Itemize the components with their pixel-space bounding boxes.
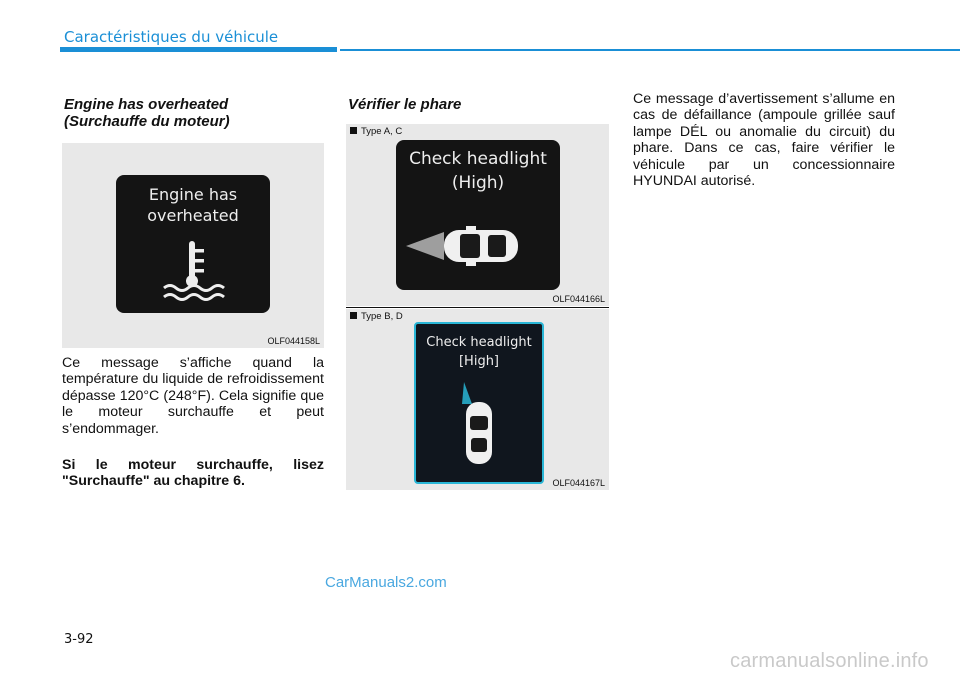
type-label-ac — [350, 126, 402, 137]
check-headlight-bd-screen-line1: Check headlight — [426, 335, 532, 350]
car-headlight-beam-icon — [404, 218, 554, 274]
engine-overheated-title — [64, 96, 334, 130]
header-rule-thick — [60, 47, 337, 52]
engine-overheated-display — [116, 175, 270, 313]
coolant-temperature-icon — [160, 237, 226, 305]
figure-code: OLF044158L — [267, 336, 320, 346]
type-label-ac-text: Type A, C — [361, 126, 403, 137]
check-headlight-ac-screen-line1: Check headlight — [409, 149, 547, 169]
check-headlight-figure-type-bd — [346, 309, 609, 490]
type-label-bd — [350, 311, 403, 322]
engine-overheated-bold-paragraph: Si le moteur surchauffe, lisez "Surchauffe" au chapitre 6. — [62, 457, 324, 490]
figure-code: OLF044166L — [552, 294, 605, 304]
check-headlight-ac-screen-line2: (High) — [451, 173, 505, 193]
type-label-bd-text: Type B, D — [361, 311, 403, 322]
check-headlight-display-ac — [396, 140, 560, 290]
header-rule-thin — [340, 49, 960, 51]
square-bullet-icon — [350, 127, 357, 134]
figure-divider — [346, 307, 609, 308]
engine-overheated-paragraph: Ce message s’affiche quand la température du liquide de refroidissement dépasse 120°C (248°F). Cela signifie que le moteur surchauffe et peut s’endommager. — [62, 355, 324, 437]
engine-overheated-title-line1: Engine has overheated — [64, 96, 229, 113]
check-headlight-display-bd — [414, 322, 544, 484]
engine-overheated-title-line2: (Surchauffe du moteur) — [64, 113, 230, 130]
engine-overheated-screen-line2: overheated — [147, 206, 239, 225]
check-headlight-paragraph: Ce message d’avertissement s’allume en cas de défaillance (ampoule grillée sauf lampe DÉL ou anomalie du circuit) du phare. Dans ce cas, faire vérifier le véhicule par un concessionnaire HYUNDAI autorisé. — [633, 91, 895, 190]
watermark-carmanuals2: CarManuals2.com — [325, 574, 447, 591]
figure-code: OLF044167L — [552, 478, 605, 488]
section-header-title: Caractéristiques du véhicule — [64, 28, 279, 46]
check-headlight-title: Vérifier le phare — [348, 96, 462, 113]
engine-overheated-figure — [62, 143, 324, 348]
square-bullet-icon — [350, 312, 357, 319]
car-top-view-icon — [456, 378, 502, 476]
check-headlight-figure-type-ac — [346, 124, 609, 306]
check-headlight-bd-screen-line2: [High] — [458, 354, 500, 369]
watermark-carmanualsonline: carmanualsonline.info — [730, 650, 929, 672]
engine-overheated-screen-line1: Engine has — [148, 185, 238, 204]
page-number: 3-92 — [64, 632, 94, 647]
